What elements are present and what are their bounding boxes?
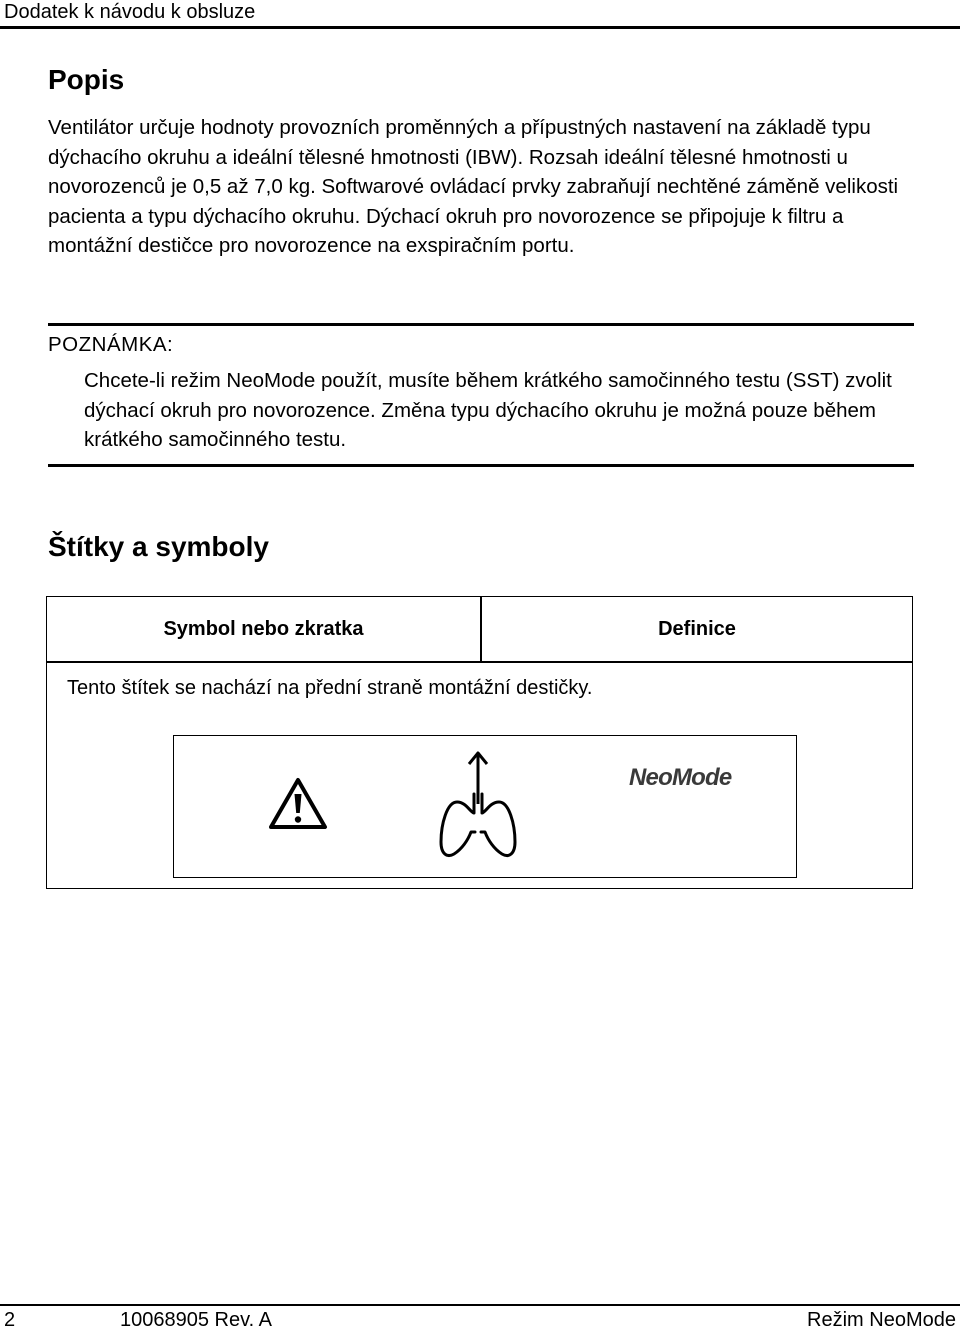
header-rule xyxy=(0,26,960,29)
footer-doc-number: 10068905 Rev. A xyxy=(120,1309,272,1331)
description-paragraph: Ventilátor určuje hodnoty provozních proměnných a přípustných nastavení na základě typu dýchacího okruhu a ideální tělesné hmotnosti (IBW). Rozsah ideální tělesné hmotnosti u novorozenců je 0,5 až 7,0 kg. Softwarové ovládací prvky zabraňují nechtěné záměně velikosti pacienta a typu dýchacího okruhu. Dýchací okruh pro novorozence se připojuje k filtru a montážní destičce pro novorozence na exspiračním portu. xyxy=(48,116,899,257)
note-text: Chcete-li režim NeoMode použít, musíte během krátkého samočinného testu (SST) zvolit dýchací okruh pro novorozence. Změna typu dýchacího okruhu je možná pouze během krátkého samočinného testu. xyxy=(84,369,892,451)
note-rule-bottom xyxy=(48,464,914,467)
warning-icon xyxy=(268,776,328,831)
note-label: POZNÁMKA: xyxy=(48,333,174,356)
footer-doc-title: Režim NeoMode xyxy=(807,1309,956,1331)
table-header-row xyxy=(47,597,912,663)
table-row-text: Tento štítek se nachází na přední straně montážní destičky. xyxy=(67,677,593,699)
label-illustration xyxy=(173,735,797,878)
footer-rule xyxy=(0,1304,960,1306)
note-rule-top xyxy=(48,323,914,326)
section-heading-labels: Štítky a symboly xyxy=(48,531,269,562)
footer-page-number: 2 xyxy=(4,1309,16,1331)
table-header-definition: Definice xyxy=(658,618,736,640)
table-header-symbol: Symbol nebo zkratka xyxy=(163,618,364,640)
symbols-table xyxy=(46,596,913,889)
neomode-logo: NeoMode xyxy=(629,764,732,791)
page-header-title: Dodatek k návodu k obsluze xyxy=(4,1,256,23)
section-heading-popis: Popis xyxy=(48,64,125,95)
lungs-icon xyxy=(438,750,518,860)
